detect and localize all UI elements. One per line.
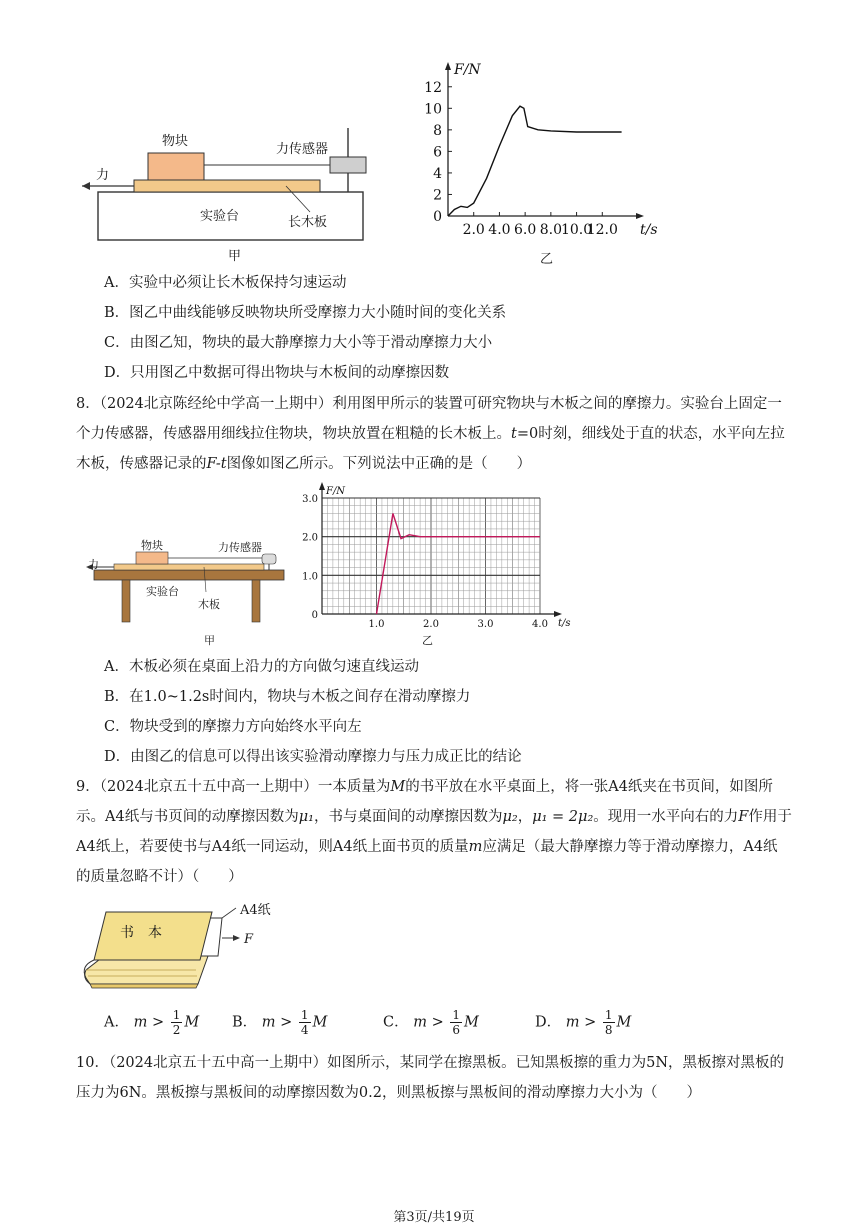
- fig3-force-label: F: [244, 932, 254, 947]
- q9-option-d-fraction: $\frac{1}{8}$: [604, 1008, 613, 1037]
- q8-text-3: 图像如图乙所示。下列说法中正确的是（ ）: [226, 456, 532, 472]
- q9-option-d-rhs: M: [616, 1014, 632, 1031]
- q9-option-d-lhs: m >: [565, 1014, 597, 1031]
- q9-question: [76, 772, 792, 892]
- x-tick-label: 2.0: [423, 619, 439, 630]
- q7-option-a[interactable]: A．实验中必须让长木板保持匀速运动: [104, 275, 347, 291]
- y-axis-arrow: [319, 482, 325, 490]
- q9-text-7: 应满足（最大静摩擦力等于滑动摩擦力，A4纸的质量忽略不计）（ ）: [76, 839, 778, 885]
- figure2-apparatus: [84, 530, 294, 630]
- q9-text-2: 的书平放在水平桌面上，将一张A4纸夹在书页间，如图所示。A4纸与书页间的动摩擦因数为: [76, 779, 773, 825]
- x-tick-label: 10.0: [560, 222, 593, 238]
- x-tick-label: 4.0: [532, 619, 548, 630]
- figure1-force-time-chart: [420, 60, 658, 240]
- q8-text-2: =0时刻，细线处于直的状态，水平向左拉木板，传感器记录的: [76, 426, 785, 472]
- x-tick-label: 4.0: [488, 222, 511, 238]
- y-tick-label: 2: [433, 187, 442, 204]
- q8-question: [76, 389, 792, 479]
- q9-option-c-letter: C．: [383, 1014, 409, 1031]
- q9-mass-M: M: [390, 779, 406, 795]
- fig2-block-label: 物块: [141, 539, 163, 552]
- q9-mass-m: m: [468, 839, 483, 855]
- fig1-force-label: 力: [96, 168, 110, 183]
- q7-option-c[interactable]: C．由图乙知，物块的最大静摩擦力大小等于滑动摩擦力大小: [104, 335, 493, 351]
- q9-option-c-rhs: M: [463, 1014, 479, 1031]
- q9-text-5: 。现用一水平向右的力: [593, 809, 739, 825]
- y-tick-label: 2.0: [302, 532, 318, 544]
- fig1-caption: 甲: [228, 249, 242, 264]
- y-tick-label: 4: [433, 165, 442, 182]
- fig1-sensor-label: 力传感器: [276, 142, 329, 157]
- y-tick-label: 3.0: [302, 494, 318, 505]
- q9-text-6: 作用于A4纸上，若要使书与A4纸一同运动，则A4纸上面书页的质量: [76, 809, 792, 855]
- q8-option-d[interactable]: D．由图乙的信息可以得出该实验滑动摩擦力与压力成正比的结论: [104, 749, 522, 765]
- q9-text-1: 9．（2024北京五十五中高一上期中）一本质量为: [76, 779, 391, 795]
- x-axis-label: t/s: [558, 618, 571, 629]
- fig2-caption: 甲: [204, 634, 215, 647]
- q9-option-c[interactable]: [383, 1008, 479, 1037]
- q9-option-d[interactable]: [535, 1008, 631, 1037]
- q9-mu1: μ₁: [298, 809, 314, 825]
- q9-option-a[interactable]: [104, 1008, 199, 1037]
- fig1-block-label: 物块: [162, 134, 189, 149]
- q9-option-b-lhs: m >: [261, 1014, 293, 1031]
- q9-force-F: F: [738, 809, 749, 825]
- q9-option-b[interactable]: [232, 1008, 327, 1037]
- x-axis-arrow: [636, 213, 644, 219]
- x-axis-arrow: [554, 611, 562, 617]
- x-tick-label: 6.0: [514, 222, 537, 238]
- q8-ft-variable: F-t: [206, 456, 227, 472]
- y-tick-label: 8: [433, 122, 442, 139]
- fig3-paper-label: A4纸: [240, 903, 271, 918]
- fig2-graph-caption: 乙: [422, 634, 433, 647]
- q7-option-b[interactable]: B．图乙中曲线能够反映物块所受摩擦力大小随时间的变化关系: [104, 305, 507, 321]
- x-tick-label: 2.0: [462, 222, 485, 238]
- q9-option-a-lhs: m >: [133, 1014, 165, 1031]
- x-tick-label: 3.0: [477, 619, 494, 630]
- fig1-board-label: 长木板: [288, 215, 328, 230]
- fig2-force-label: 力: [88, 558, 99, 571]
- q10-question: 10．（2024北京五十五中高一上期中）如图所示，某同学在擦黑板。已知黑板擦的重力为5N，黑板擦对黑板的压力为6N。黑板擦与黑板间的动摩擦因数为0.2，则黑板擦与黑板间的滑动摩擦力大小为（ ）: [76, 1055, 785, 1101]
- q8-option-a[interactable]: A．木板必须在桌面上沿力的方向做匀速直线运动: [104, 659, 419, 675]
- q9-text-3: ，书与桌面间的动摩擦因数为: [313, 809, 503, 825]
- q9-option-d-letter: D．: [535, 1014, 562, 1031]
- fig1-graph-caption: 乙: [540, 252, 554, 267]
- q9-text-4: ，: [517, 809, 533, 825]
- q9-option-c-lhs: m >: [413, 1014, 444, 1031]
- y-tick-label: 0: [433, 209, 442, 225]
- fig2-board-label: 木板: [198, 598, 220, 611]
- q8-text-1: 8．（2024北京陈经纶中学高一上期中）利用图甲所示的装置可研究物块与木板之间的摩擦力。实验台上固定一个力传感器，传感器用细线拉住物块，物块放置在粗糙的长木板上。: [76, 396, 782, 442]
- x-tick-label: 8.0: [539, 222, 562, 238]
- q9-mu2: μ₂: [502, 809, 518, 825]
- fig2-table-label: 实验台: [146, 585, 179, 598]
- q9-option-b-letter: B．: [232, 1014, 258, 1031]
- q9-option-a-rhs: M: [184, 1014, 200, 1031]
- x-axis-label: t/s: [640, 222, 658, 238]
- q9-option-b-fraction: $\frac{1}{4}$: [300, 1008, 309, 1037]
- fig2-sensor-label: 力传感器: [218, 541, 262, 554]
- q9-option-a-fraction: $\frac{1}{2}$: [172, 1008, 181, 1037]
- y-tick-label: 6: [433, 144, 442, 161]
- fig3-book-text: 书 本: [120, 925, 162, 941]
- q9-relation: μ₁ = 2μ₂: [532, 809, 594, 825]
- q8-option-b[interactable]: B．在1.0~1.2s时间内，物块与木板之间存在滑动摩擦力: [104, 689, 471, 705]
- x-tick-label: 12.0: [586, 222, 618, 238]
- y-axis-label: F/N: [454, 62, 481, 78]
- q7-option-d[interactable]: D．只用图乙中数据可得出物块与木板间的动摩擦因数: [104, 365, 450, 381]
- q9-option-a-letter: A．: [104, 1014, 129, 1031]
- q8-t-variable: t: [511, 426, 517, 442]
- fig1-table-label: 实验台: [200, 209, 240, 224]
- q9-option-c-fraction: $\frac{1}{6}$: [452, 1008, 460, 1037]
- y-axis-arrow: [445, 62, 451, 70]
- figure2-force-time-chart: [296, 484, 586, 634]
- y-tick-label: 10: [424, 101, 442, 118]
- y-axis-label: F/N: [326, 486, 346, 497]
- y-tick-label: 0: [311, 610, 318, 621]
- y-tick-label: 12: [424, 79, 442, 96]
- x-tick-label: 1.0: [368, 619, 385, 630]
- series-line: [448, 106, 622, 216]
- figure1-apparatus: [70, 120, 390, 260]
- y-tick-label: 1.0: [302, 571, 318, 583]
- page-footer: 第3页/共19页: [393, 1210, 475, 1225]
- q9-option-b-rhs: M: [312, 1014, 328, 1031]
- q8-option-c[interactable]: C．物块受到的摩擦力方向始终水平向左: [104, 719, 362, 735]
